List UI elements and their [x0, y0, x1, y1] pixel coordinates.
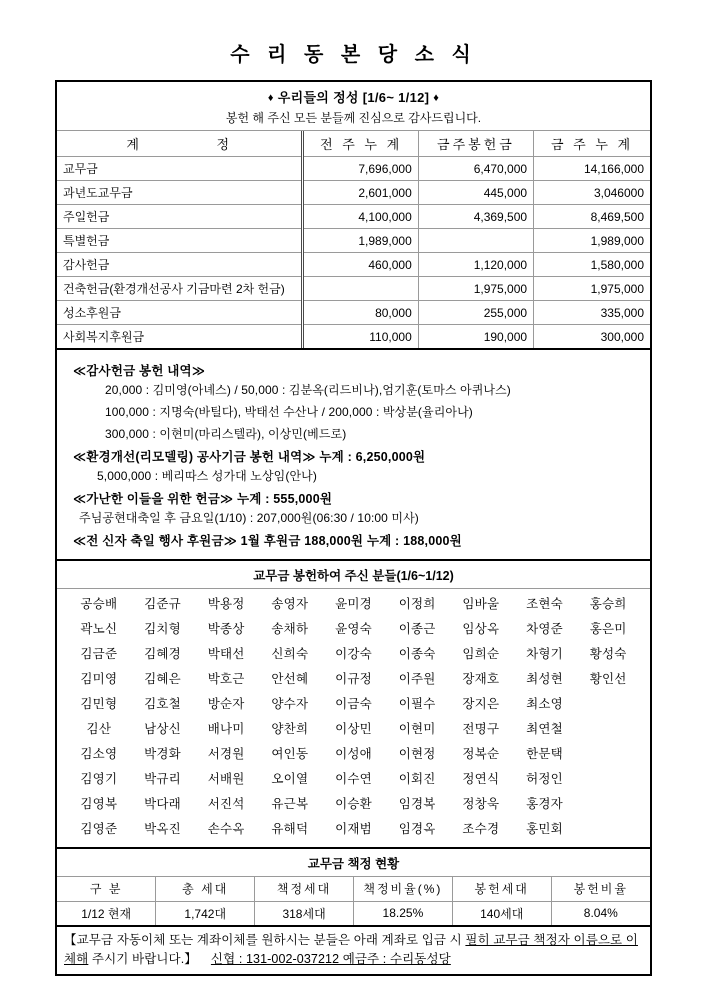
donor-name: 서배원	[207, 772, 245, 786]
assessment-value-offering-households: 140세대	[452, 901, 551, 925]
offering-row-label: 건축헌금(환경개선공사 기금마련 2차 헌금)	[57, 277, 303, 301]
offering-row-prev	[303, 277, 418, 301]
feast-support-heading: ≪전 신자 축일 행사 후원금≫ 1월 후원금 188,000원 누계 : 188,000원	[73, 534, 462, 548]
donor-name: 손수옥	[207, 822, 245, 836]
offering-table	[57, 131, 650, 348]
offering-row-prev: 80,000	[303, 301, 418, 325]
offering-row-label: 주일헌금	[57, 205, 303, 229]
donor-name: 박규리	[144, 772, 181, 786]
donor-name: 임희순	[462, 647, 500, 661]
offering-row-cum: 335,000	[534, 301, 650, 325]
donor-name: 김호철	[144, 697, 181, 711]
donor-name: 최연철	[526, 722, 563, 736]
donor-name: 임상옥	[462, 622, 500, 636]
remodeling-fund-heading: ≪환경개선(리모델링) 공사기금 봉헌 내역≫ 누계 : 6,250,000원	[73, 450, 426, 464]
donor-name: 조수경	[462, 822, 500, 836]
donor-name: 황성숙	[589, 647, 627, 661]
offering-row-prev: 1,989,000	[303, 229, 418, 253]
assessment-value-assessed-rate: 18.25%	[353, 901, 452, 925]
donor-name: 허정인	[526, 772, 563, 786]
bank-notice-part1: 【교무금 자동이체 또는 계좌이체를 원하시는 분들은 아래 계좌로 입금 시	[64, 933, 466, 947]
donor-name: 양수자	[271, 697, 309, 711]
donor-name: 이종숙	[398, 647, 436, 661]
assessment-title: 교무금 책정 현황	[57, 849, 650, 877]
donor-name: 방순자	[207, 697, 245, 711]
donor-name: 이성애	[335, 747, 372, 761]
offering-header-subtitle: 봉헌 해 주신 모든 분들께 진심으로 감사드립니다.	[225, 111, 482, 125]
donor-name: 임경복	[398, 797, 436, 811]
donor-name: 이승환	[335, 797, 372, 811]
donor-name: 차형기	[526, 647, 563, 661]
donor-name: 정연식	[462, 772, 500, 786]
donor-name: 신희숙	[271, 647, 309, 661]
donor-name: 김영복	[80, 797, 118, 811]
bank-account-info: 신협 : 131-002-037212 예금주 : 수리동성당	[210, 951, 451, 966]
donor-name: 박다래	[144, 797, 181, 811]
offering-row-cum: 1,580,000	[534, 253, 650, 277]
offering-col-prev-total: 전 주 누 계	[303, 131, 418, 157]
offering-row-week: 255,000	[418, 301, 533, 325]
donation-details-block	[55, 350, 652, 561]
assessment-value-assessed-households: 318세대	[255, 901, 354, 925]
donor-name: 김준규	[144, 597, 181, 611]
assessment-col-division: 구 분	[57, 877, 156, 901]
donor-name: 이정희	[398, 597, 436, 611]
offering-row-prev: 460,000	[303, 253, 418, 277]
donor-name: 임경옥	[398, 822, 436, 836]
donor-name: 송영자	[271, 597, 309, 611]
thanks-offering-line: 100,000 : 지명숙(바틸다), 박태선 수산나 / 200,000 : 박상분(율리아나)	[105, 405, 473, 419]
donor-name: 송채하	[271, 622, 309, 636]
donation-details	[57, 350, 650, 559]
assessment-col-assessed-households: 책정세대	[255, 877, 354, 901]
donor-cell-empty	[576, 744, 640, 765]
donor-name: 이재범	[335, 822, 372, 836]
donor-name: 김영기	[80, 772, 118, 786]
thanks-offering-heading: ≪감사헌금 봉헌 내역≫	[73, 364, 206, 378]
donor-name: 장재호	[462, 672, 500, 686]
donor-name: 윤미경	[335, 597, 372, 611]
table-row	[57, 277, 650, 301]
offering-header-title: 우리들의 정성	[277, 90, 359, 105]
assessment-col-total-households: 총 세대	[156, 877, 255, 901]
offering-row-week: 445,000	[418, 181, 533, 205]
diamond-icon-right: ♦	[433, 92, 440, 104]
donor-name: 이필수	[398, 697, 436, 711]
donor-name: 최성현	[526, 672, 563, 686]
offering-row-prev: 4,100,000	[303, 205, 418, 229]
offering-header-title-line	[57, 87, 650, 106]
donor-name: 여인동	[271, 747, 309, 761]
donor-name: 차영준	[526, 622, 563, 636]
donor-name: 서경원	[207, 747, 245, 761]
donor-name: 전명구	[462, 722, 500, 736]
poor-offering-line: 주님공현대축일 후 금요일(1/10) : 207,000원(06:30 / 10:00 미사)	[79, 511, 419, 525]
offering-row-label: 감사헌금	[57, 253, 303, 277]
offering-col-cumulative: 금 주 누 계	[534, 131, 650, 157]
donor-name: 이금숙	[335, 697, 372, 711]
table-row	[57, 181, 650, 205]
offering-row-cum: 8,469,500	[534, 205, 650, 229]
offering-row-label: 성소후원금	[57, 301, 303, 325]
offering-row-cum: 1,975,000	[534, 277, 650, 301]
donor-list-title: 교무금 봉헌하여 주신 분들(1/6~1/12)	[57, 561, 650, 589]
donor-name: 박호근	[207, 672, 245, 686]
offering-block	[55, 80, 652, 350]
donor-name: 유해덕	[271, 822, 309, 836]
table-row	[57, 229, 650, 253]
offering-row-week: 1,975,000	[418, 277, 533, 301]
donor-name: 김미영	[80, 672, 118, 686]
offering-header-period: [1/6~ 1/12]	[362, 90, 430, 105]
donor-name: 이수연	[335, 772, 372, 786]
donor-name: 김영준	[80, 822, 118, 836]
donor-name: 이종근	[398, 622, 436, 636]
donor-list-block	[55, 561, 652, 849]
donor-name: 김혜경	[144, 647, 181, 661]
donor-name: 박종상	[207, 622, 245, 636]
offering-row-cum: 14,166,000	[534, 157, 650, 181]
donor-name: 김민형	[80, 697, 118, 711]
donor-name: 임바울	[462, 597, 500, 611]
donor-name: 황인선	[589, 672, 627, 686]
donor-name: 홍민회	[526, 822, 563, 836]
offering-row-prev: 110,000	[303, 325, 418, 349]
donor-grid	[57, 589, 650, 847]
offering-col-account-right: 정	[216, 137, 233, 152]
diamond-icon-left: ♦	[267, 92, 274, 104]
donor-name: 박경화	[144, 747, 181, 761]
poor-offering-heading: ≪가난한 이들을 위한 헌금≫ 누계 : 555,000원	[73, 492, 333, 506]
offering-col-account	[57, 131, 303, 157]
assessment-value-division: 1/12 현재	[57, 901, 156, 925]
donor-cell-empty	[576, 694, 640, 715]
assessment-col-offering-rate: 봉헌비율	[551, 877, 650, 901]
donor-name: 박태선	[207, 647, 245, 661]
offering-row-cum: 300,000	[534, 325, 650, 349]
offering-col-this-week: 금주봉헌금	[418, 131, 533, 157]
donor-cell-empty	[576, 794, 640, 815]
offering-row-week: 6,470,000	[418, 157, 533, 181]
offering-col-account-left: 계	[126, 137, 142, 152]
donor-name: 김혜은	[144, 672, 181, 686]
donor-name: 김치형	[144, 622, 181, 636]
table-row	[57, 325, 650, 349]
offering-row-week: 4,369,500	[418, 205, 533, 229]
table-row	[57, 253, 650, 277]
bank-notice-emphasis: 필히 교무금 책정자 이름으로 이체해	[64, 933, 638, 966]
donor-name: 정복순	[462, 747, 500, 761]
thanks-offering-line: 20,000 : 김미영(아녜스) / 50,000 : 김분옥(리드비나),엄기훈(토마스 아퀴나스)	[105, 383, 511, 397]
donor-name: 서진석	[207, 797, 245, 811]
offering-row-label: 교무금	[57, 157, 303, 181]
assessment-col-offering-households: 봉헌세대	[452, 877, 551, 901]
donor-name: 공승배	[80, 597, 118, 611]
bank-notice-block	[55, 927, 652, 976]
donor-name: 이회진	[398, 772, 436, 786]
bank-notice-part3: 주시기 바랍니다.】	[88, 951, 197, 966]
offering-row-label: 과년도교무금	[57, 181, 303, 205]
offering-row-prev: 7,696,000	[303, 157, 418, 181]
donor-name: 양찬희	[271, 722, 309, 736]
thanks-offering-line: 300,000 : 이현미(마리스텔라), 이상민(베드로)	[105, 427, 347, 441]
offering-row-label: 특별헌금	[57, 229, 303, 253]
offering-row-cum: 3,046000	[534, 181, 650, 205]
donor-name: 홍경자	[526, 797, 563, 811]
donor-name: 조현숙	[526, 597, 563, 611]
donor-cell-empty	[576, 719, 640, 740]
donor-name: 홍은미	[589, 622, 627, 636]
assessment-header-row	[57, 877, 650, 901]
donor-name: 유근복	[271, 797, 309, 811]
donor-name: 이규정	[335, 672, 372, 686]
donor-name: 배나미	[207, 722, 245, 736]
donor-name: 장지은	[462, 697, 500, 711]
donor-name: 김소영	[80, 747, 118, 761]
table-row	[57, 205, 650, 229]
table-row	[57, 157, 650, 181]
donor-name: 이현정	[398, 747, 436, 761]
assessment-block	[55, 849, 652, 927]
assessment-value-offering-rate: 8.04%	[551, 901, 650, 925]
donor-cell-empty	[576, 819, 640, 840]
donor-name: 박용정	[207, 597, 245, 611]
donor-name: 윤영숙	[335, 622, 372, 636]
donor-name: 남상신	[144, 722, 181, 736]
donor-name: 곽노신	[80, 622, 118, 636]
donor-name: 홍승희	[589, 597, 627, 611]
table-row	[57, 901, 650, 925]
page-title: 수 리 동 본 당 소 식	[230, 44, 477, 66]
donor-name: 최소영	[526, 697, 563, 711]
bank-notice	[57, 927, 650, 974]
remodeling-fund-line: 5,000,000 : 베리따스 성가대 노상임(안나)	[97, 469, 317, 483]
donor-name: 박옥진	[144, 822, 181, 836]
donor-name: 이강숙	[335, 647, 372, 661]
offering-row-label: 사회복지후원금	[57, 325, 303, 349]
donor-name: 이상민	[335, 722, 372, 736]
donor-name: 정창욱	[462, 797, 500, 811]
table-row	[57, 301, 650, 325]
offering-header	[57, 82, 650, 131]
assessment-table	[57, 877, 650, 925]
offering-table-header-row	[57, 131, 650, 157]
offering-row-week: 190,000	[418, 325, 533, 349]
donor-name: 김금준	[80, 647, 118, 661]
offering-row-cum: 1,989,000	[534, 229, 650, 253]
donor-name: 한문택	[526, 747, 563, 761]
donor-name: 김산	[86, 722, 112, 736]
donor-name: 이주원	[398, 672, 436, 686]
donor-name: 오이열	[271, 772, 309, 786]
assessment-col-assessed-rate: 책정비율(%)	[353, 877, 452, 901]
donor-name: 이현미	[398, 722, 436, 736]
offering-row-prev: 2,601,000	[303, 181, 418, 205]
donor-name: 안선혜	[271, 672, 309, 686]
assessment-value-total-households: 1,742대	[156, 901, 255, 925]
offering-row-week	[418, 229, 533, 253]
offering-row-week: 1,120,000	[418, 253, 533, 277]
donor-cell-empty	[576, 769, 640, 790]
